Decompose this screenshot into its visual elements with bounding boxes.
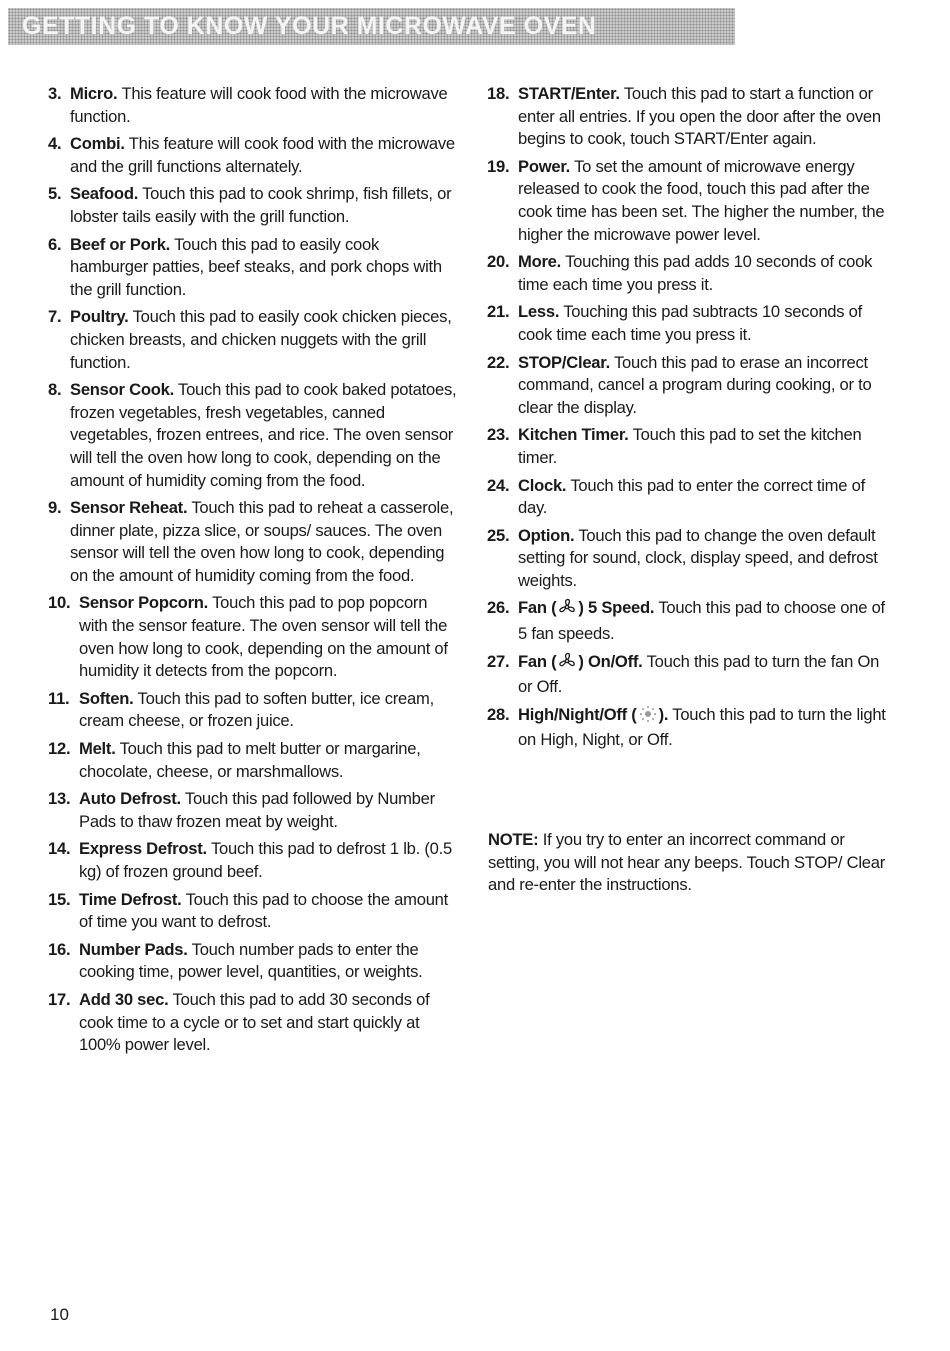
- item-description: To set the amount of microwave energy released to cook the food, touch this pad after the cook time has been set. The higher the number, the higher the microwave power level.: [518, 156, 885, 244]
- item-description: Touch this pad to change the oven default setting for sound, clock, display speed, and defrost weights.: [518, 525, 878, 590]
- item-name: ) 5 Speed.: [578, 598, 655, 618]
- item-number: 7.: [48, 307, 62, 327]
- feature-item-auto-defrost: [48, 788, 458, 833]
- feature-item-seafood: [48, 183, 458, 228]
- feature-item-option: [487, 525, 897, 593]
- item-name: Poultry.: [70, 307, 129, 327]
- item-number: 9.: [48, 498, 62, 518]
- item-number: 8.: [48, 380, 62, 400]
- item-description: Touch this pad to cook baked potatoes, frozen vegetables, fresh vegetables, canned vegetables, frozen entrees, and rice. The oven sensor will tell the oven how long to cook, depending on the amount of humidity coming from the food.: [70, 380, 457, 490]
- item-name: ).: [658, 704, 669, 724]
- item-name: START/Enter.: [518, 84, 620, 103]
- feature-item-number-pads: [48, 939, 458, 984]
- item-number: 16.: [48, 939, 71, 959]
- item-number: 26.: [487, 598, 510, 618]
- feature-item-add-30-sec: [48, 989, 458, 1057]
- item-number: 21.: [487, 302, 510, 322]
- item-description: Touch this pad to add 30 seconds of cook time to a cycle or to set and start quickly at 100% power level.: [79, 989, 430, 1055]
- right-column: [487, 83, 897, 757]
- item-number: 13.: [48, 789, 71, 809]
- item-name: More.: [518, 252, 562, 272]
- item-name: Time Defrost.: [79, 889, 182, 909]
- item-number: 4.: [48, 134, 62, 154]
- feature-item-time-defrost: [48, 889, 458, 934]
- item-description: Touch this pad followed by Number Pads to thaw frozen meat by weight.: [79, 789, 435, 831]
- item-description: This feature will cook food with the microwave and the grill functions alternately.: [70, 134, 455, 176]
- item-description: Touch this pad to easily cook hamburger patties, beef steaks, and pork chops with the grill function.: [70, 234, 442, 299]
- item-name: Soften.: [79, 688, 134, 708]
- item-name: Kitchen Timer.: [518, 425, 629, 445]
- fan-icon: [558, 652, 576, 677]
- item-number: 23.: [487, 425, 510, 445]
- left-column: [48, 83, 458, 1062]
- item-name: Sensor Reheat.: [70, 498, 188, 518]
- item-name: Combi.: [70, 134, 125, 154]
- item-name: Option.: [518, 525, 575, 545]
- item-number: 12.: [48, 739, 71, 759]
- item-description: Touch this pad to erase an incorrect command, cancel a program during cooking, or to clear the display.: [518, 352, 872, 417]
- item-name: Fan (: [518, 651, 557, 671]
- feature-item-stop-clear: [487, 352, 897, 420]
- item-number: 3.: [48, 84, 62, 103]
- item-name: Beef or Pork.: [70, 234, 171, 254]
- item-number: 5.: [48, 184, 62, 204]
- item-description: Touch this pad to set the kitchen timer.: [518, 425, 862, 467]
- item-number: 14.: [48, 839, 71, 859]
- item-name: STOP/Clear.: [518, 352, 610, 372]
- item-number: 17.: [48, 989, 71, 1009]
- item-number: 20.: [487, 252, 510, 272]
- item-description: Touch this pad to pop popcorn with the sensor feature. The oven sensor will tell the oven how long to cook, depending on the amount of humidity it detects from the popcorn.: [79, 593, 448, 681]
- note-label: NOTE:: [488, 830, 539, 849]
- item-name: Add 30 sec.: [79, 989, 169, 1009]
- item-name: ) On/Off.: [578, 651, 643, 671]
- feature-item-high-night-off: [487, 704, 897, 752]
- item-description: This feature will cook food with the microwave function.: [70, 84, 448, 126]
- page-number: 10: [50, 1305, 69, 1324]
- item-name: Express Defrost.: [79, 839, 207, 859]
- feature-item-sensor-cook: [48, 379, 458, 492]
- feature-item-beef-or-pork: [48, 234, 458, 302]
- feature-item-fan-5-speed: [487, 597, 897, 645]
- item-name: Fan (: [518, 598, 557, 618]
- item-number: 15.: [48, 889, 71, 909]
- item-name: Number Pads.: [79, 939, 188, 959]
- item-description: Touch this pad to easily cook chicken pieces, chicken breasts, and chicken nuggets with the grill function.: [70, 307, 452, 372]
- item-description: Touch this pad to reheat a casserole, dinner plate, pizza slice, or soups/ sauces. The oven sensor will tell the oven how long to cook, depending on the amount of humidity coming from the food.: [70, 498, 454, 585]
- feature-item-combi: [48, 133, 458, 178]
- item-number: 22.: [487, 352, 510, 372]
- item-description: Touching this pad adds 10 seconds of cook time each time you press it.: [518, 252, 873, 294]
- item-number: 11.: [48, 688, 70, 708]
- feature-item-less: [487, 301, 897, 346]
- item-description: Touch this pad to soften butter, ice cream, cream cheese, or frozen juice.: [79, 688, 434, 731]
- feature-item-fan-on-off: [487, 651, 897, 699]
- feature-item-start-enter: [487, 83, 897, 151]
- item-name: Sensor Cook.: [70, 380, 174, 400]
- item-name: Clock.: [518, 475, 567, 495]
- fan-icon: [558, 598, 576, 623]
- feature-item-more: [487, 251, 897, 296]
- item-description: Touch this pad to cook shrimp, fish fillets, or lobster tails easily with the grill function.: [70, 184, 452, 226]
- item-name: Seafood.: [70, 184, 139, 204]
- item-description: Touch number pads to enter the cooking time, power level, quantities, or weights.: [79, 939, 423, 982]
- item-name: High/Night/Off (: [518, 704, 637, 724]
- item-name: Less.: [518, 302, 560, 322]
- item-name: Micro.: [70, 84, 118, 103]
- feature-item-melt: [48, 738, 458, 783]
- feature-item-clock: [487, 475, 897, 520]
- item-number: 6.: [48, 234, 62, 254]
- item-description: Touch this pad to choose the amount of time you want to defrost.: [79, 889, 449, 932]
- note-text: If you try to enter an incorrect command or setting, you will not hear any beeps. Touch STOP/ Clear and re-enter the instructions.: [488, 830, 886, 895]
- item-number: 27.: [487, 651, 510, 671]
- item-name: Melt.: [79, 739, 116, 759]
- item-number: 18.: [487, 84, 510, 103]
- item-description: Touch this pad to turn the light on High, Night, or Off.: [518, 704, 886, 750]
- section-header-banner: [8, 8, 735, 45]
- item-description: Touch this pad to enter the correct time of day.: [518, 475, 865, 518]
- item-description: Touch this pad to defrost 1 lb. (0.5 kg) of frozen ground beef.: [79, 839, 452, 881]
- item-description: Touch this pad to turn the fan On or Off.: [518, 651, 880, 697]
- feature-item-sensor-popcorn: [48, 592, 458, 682]
- feature-item-power: [487, 156, 897, 246]
- item-description: Touch this pad to choose one of 5 fan speeds.: [518, 598, 885, 644]
- item-number: 19.: [487, 156, 510, 176]
- section-header-title: GETTING TO KNOW YOUR MICROWAVE OVEN: [22, 12, 597, 40]
- item-number: 25.: [487, 525, 510, 545]
- item-name: Auto Defrost.: [79, 789, 181, 809]
- feature-item-soften: [48, 688, 458, 733]
- item-description: Touch this pad to melt butter or margarine, chocolate, cheese, or marshmallows.: [79, 739, 421, 781]
- feature-item-kitchen-timer: [487, 424, 897, 469]
- item-name: Power.: [518, 156, 570, 176]
- item-number: 10.: [48, 593, 71, 613]
- feature-item-poultry: [48, 306, 458, 374]
- item-name: Sensor Popcorn.: [79, 593, 209, 613]
- feature-item-micro: [48, 83, 458, 128]
- item-description: Touch this pad to start a function or enter all entries. If you open the door after the oven begins to cook, touch START/Enter again.: [518, 84, 881, 149]
- item-description: Touching this pad subtracts 10 seconds of cook time each time you press it.: [518, 302, 863, 344]
- light-icon: [639, 705, 657, 730]
- feature-item-sensor-reheat: [48, 497, 458, 587]
- feature-item-express-defrost: [48, 838, 458, 883]
- note-paragraph: [488, 829, 898, 897]
- item-number: 24.: [487, 475, 510, 495]
- item-number: 28.: [487, 704, 510, 724]
